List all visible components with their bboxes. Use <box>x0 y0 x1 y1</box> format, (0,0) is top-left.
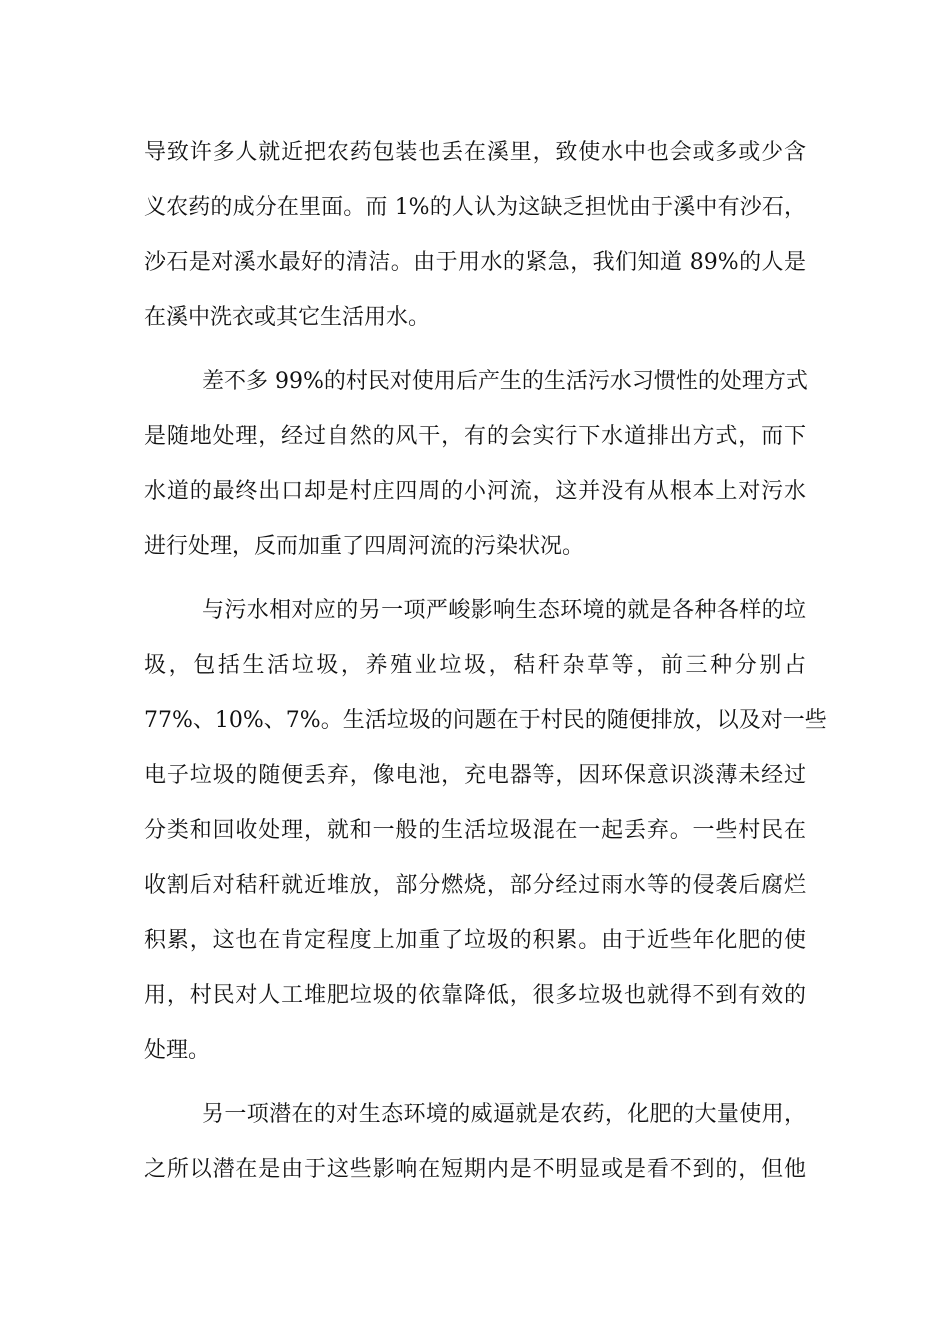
text-line: 电子垃圾的随便丢弃，像电池，充电器等，因环保意识淡薄未经过 <box>144 763 806 788</box>
text-line: 分类和回收处理，就和一般的生活垃圾混在一起丢弃。一些村民在 <box>144 818 806 843</box>
text-line: 导致许多人就近把农药包装也丢在溪里，致使水中也会或多或少含 <box>144 140 806 165</box>
text-line: 处理。 <box>144 1038 211 1063</box>
text-line: 圾，包括生活垃圾，养殖业垃圾，秸秆杂草等，前三种分别占 <box>144 653 806 678</box>
text-line: 用，村民对人工堆肥垃圾的依靠降低，很多垃圾也就得不到有效的 <box>144 983 806 1008</box>
text-line: 差不多 99%的村民对使用后产生的生活污水习惯性的处理方式 <box>202 369 808 394</box>
text-line: 收割后对秸秆就近堆放，部分燃烧，部分经过雨水等的侵袭后腐烂 <box>144 873 806 898</box>
text-line: 沙石是对溪水最好的清洁。由于用水的紧急，我们知道 89%的人是 <box>144 250 806 275</box>
text-line: 与污水相对应的另一项严峻影响生态环境的就是各种各样的垃 <box>202 598 806 623</box>
text-line: 是随地处理，经过自然的风干，有的会实行下水道排出方式，而下 <box>144 424 806 449</box>
text-line: 77%、10%、7%。生活垃圾的问题在于村民的随便排放，以及对一些 <box>144 708 827 733</box>
text-line: 另一项潜在的对生态环境的威逼就是农药，化肥的大量使用， <box>202 1102 806 1127</box>
text-line: 之所以潜在是由于这些影响在短期内是不明显或是看不到的，但他 <box>144 1157 806 1182</box>
text-line: 水道的最终出口却是村庄四周的小河流，这并没有从根本上对污水 <box>144 479 806 504</box>
text-line: 在溪中洗衣或其它生活用水。 <box>144 305 431 330</box>
text-line: 义农药的成分在里面。而 1%的人认为这缺乏担忧由于溪中有沙石， <box>144 195 806 220</box>
text-line: 积累，这也在肯定程度上加重了垃圾的积累。由于近些年化肥的使 <box>144 928 806 953</box>
text-line: 进行处理，反而加重了四周河流的污染状况。 <box>144 534 585 559</box>
